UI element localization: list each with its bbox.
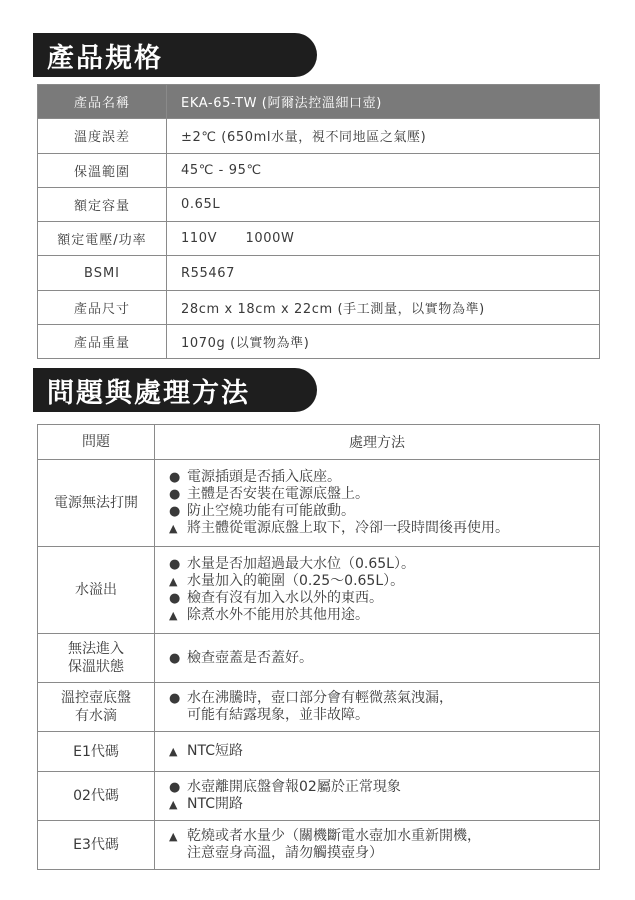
solution-line: [169, 486, 599, 503]
bullet-dot-icon: [169, 779, 187, 796]
solution-line: [169, 607, 599, 624]
solution-text: NTC短路: [187, 743, 243, 759]
problem-cell: [38, 634, 155, 683]
solution-cell: [155, 460, 600, 547]
spec-value: R55467: [167, 256, 600, 290]
spec-value: 45℃ - 95℃: [167, 153, 600, 187]
bullet-triangle-icon: [169, 607, 187, 624]
problem-text: 電源無法打開: [54, 495, 138, 511]
bullet-dot-icon: [169, 503, 187, 520]
bullet-dot-icon: [169, 650, 187, 667]
solution-line: [169, 743, 599, 760]
solution-cell: [155, 821, 600, 870]
solution-text: 除煮水外不能用於其他用途。: [187, 607, 369, 623]
spec-value: ±2℃ (650ml水量，視不同地區之氣壓): [167, 119, 600, 153]
spec-key: 保溫範圍: [38, 153, 167, 187]
troubleshooting-table: [37, 424, 600, 870]
spec-row: [38, 153, 600, 187]
problem-cell: [38, 732, 155, 772]
problem-text: 溫控壺底盤: [61, 690, 131, 706]
solution-text: 水在沸騰時，壺口部分會有輕微蒸氣洩漏，: [187, 690, 453, 706]
solution-line: [169, 796, 599, 813]
solution-line: [169, 590, 599, 607]
solution-cell: [155, 732, 600, 772]
problem-cell: [38, 772, 155, 821]
spec-value: 28cm x 18cm x 22cm (手工測量，以實物為準): [167, 290, 600, 324]
solution-text: 防止空燒功能有可能啟動。: [187, 503, 355, 519]
bullet-dot-icon: [169, 690, 187, 707]
bullet-dot-icon: [169, 486, 187, 503]
solution-text: 注意壺身高溫，請勿觸摸壺身）: [187, 845, 383, 861]
solution-text: 水量是否加超過最大水位（0.65L）。: [187, 556, 415, 572]
problem-cell: [38, 547, 155, 634]
solution-text: 水量加入的範圍（0.25～0.65L）。: [187, 573, 405, 589]
spec-key: 額定電壓/功率: [38, 222, 167, 256]
solution-text: 可能有結露現象，並非故障。: [187, 707, 369, 723]
solution-line: [169, 779, 599, 796]
spec-row: [38, 187, 600, 221]
problem-header: 問題: [38, 425, 155, 460]
solution-line: [169, 845, 599, 862]
spec-row: [38, 119, 600, 153]
bullet-triangle-icon: [169, 573, 187, 590]
spec-table: [37, 84, 600, 359]
spec-row: [38, 325, 600, 359]
bullet-dot-icon: [169, 590, 187, 607]
bullet-dot-icon: [169, 469, 187, 486]
problem-text: 有水滴: [75, 708, 117, 724]
problem-text: 02代碼: [73, 788, 119, 804]
solution-line: [169, 520, 599, 537]
spec-header-key: 產品名稱: [38, 85, 167, 119]
spec-value: 0.65L: [167, 187, 600, 221]
solution-cell: [155, 634, 600, 683]
solution-line: [169, 469, 599, 486]
problem-cell: [38, 683, 155, 732]
spec-value: 1070g (以實物為準): [167, 325, 600, 359]
solution-cell: [155, 547, 600, 634]
spec-row: [38, 290, 600, 324]
troubleshooting-header-row: [38, 425, 600, 460]
spec-header-row: [38, 85, 600, 119]
spec-key: 產品尺寸: [38, 290, 167, 324]
troubleshooting-section-title: 問題與處理方法: [33, 368, 317, 412]
solution-text: 電源插頭是否插入底座。: [187, 469, 341, 485]
solution-text: 水壺離開底盤會報02屬於正常現象: [187, 779, 401, 795]
solution-line: [169, 573, 599, 590]
bullet-triangle-icon: [169, 796, 187, 813]
solution-cell: [155, 772, 600, 821]
bullet-dot-icon: [169, 556, 187, 573]
spec-value: 110V 1000W: [167, 222, 600, 256]
troubleshooting-row: [38, 460, 600, 547]
solution-line: [169, 690, 599, 707]
spec-key: 溫度誤差: [38, 119, 167, 153]
spec-key: 額定容量: [38, 187, 167, 221]
solution-line: [169, 556, 599, 573]
bullet-triangle-icon: [169, 828, 187, 845]
solution-text: NTC開路: [187, 796, 243, 812]
problem-cell: [38, 460, 155, 547]
solution-text: 將主體從電源底盤上取下，冷卻一段時間後再使用。: [187, 520, 509, 536]
spec-key: BSMI: [38, 256, 167, 290]
troubleshooting-row: [38, 732, 600, 772]
solution-text: 檢查有沒有加入水以外的東西。: [187, 590, 383, 606]
troubleshooting-row: [38, 821, 600, 870]
troubleshooting-row: [38, 634, 600, 683]
troubleshooting-row: [38, 683, 600, 732]
solution-cell: [155, 683, 600, 732]
solution-line: [169, 707, 599, 724]
troubleshooting-row: [38, 772, 600, 821]
troubleshooting-row: [38, 547, 600, 634]
spec-section-title: 產品規格: [33, 33, 317, 77]
problem-text: 保溫狀態: [68, 659, 124, 675]
spec-key: 產品重量: [38, 325, 167, 359]
spec-row: [38, 256, 600, 290]
solution-text: 檢查壺蓋是否蓋好。: [187, 649, 313, 666]
solution-line: [169, 650, 599, 667]
solution-text: 主體是否安裝在電源底盤上。: [187, 486, 369, 502]
problem-text: 水溢出: [75, 582, 117, 598]
solution-text: 乾燒或者水量少（關機斷電水壺加水重新開機，: [187, 828, 481, 844]
problem-text: E3代碼: [73, 837, 119, 853]
bullet-triangle-icon: [169, 520, 187, 537]
problem-text: 無法進入: [68, 641, 124, 657]
solution-header: 處理方法: [155, 425, 600, 460]
problem-text: E1代碼: [73, 743, 119, 760]
problem-cell: [38, 821, 155, 870]
solution-line: [169, 828, 599, 845]
solution-line: [169, 503, 599, 520]
spec-header-value: EKA-65-TW (阿爾法控溫細口壺): [167, 85, 600, 119]
bullet-triangle-icon: [169, 743, 187, 760]
spec-row: [38, 222, 600, 256]
